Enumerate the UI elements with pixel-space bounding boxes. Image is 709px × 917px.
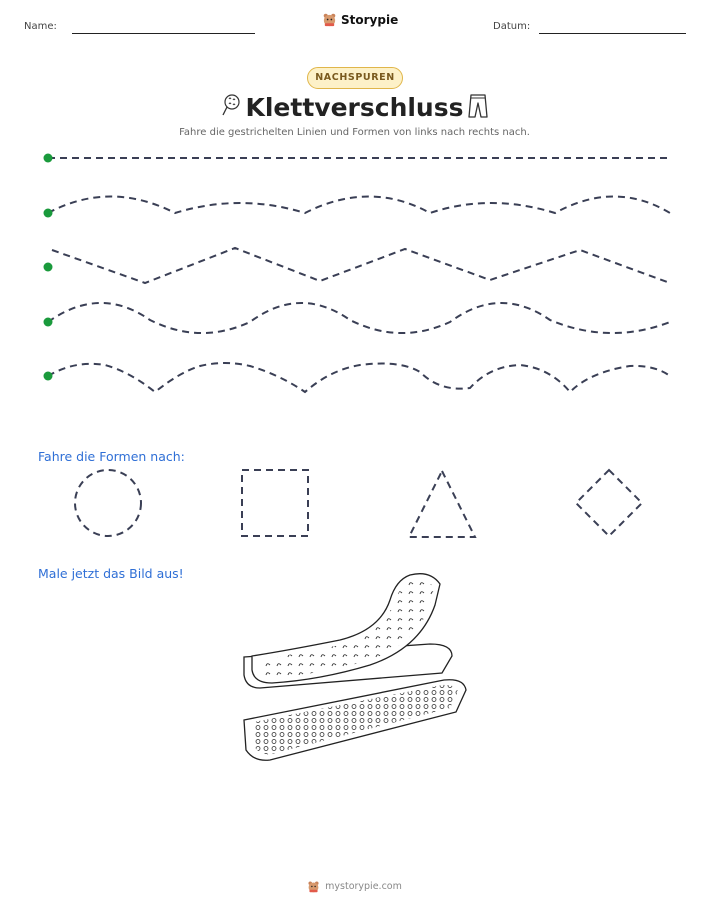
start-dot-5	[44, 372, 53, 381]
start-dot-2	[44, 209, 53, 218]
velcro-coloring-image	[230, 570, 480, 770]
shape-diamond	[576, 470, 642, 536]
shape-circle	[75, 470, 141, 536]
category-badge: NACHSPUREN	[307, 67, 403, 89]
tracing-shapes	[0, 465, 709, 545]
shapes-heading: Fahre die Formen nach:	[38, 449, 185, 464]
date-label: Datum:	[493, 21, 531, 32]
start-dot-1	[44, 154, 53, 163]
shape-square	[242, 470, 308, 536]
brand	[322, 12, 398, 27]
coloring-heading: Male jetzt das Bild aus!	[38, 566, 184, 581]
trace-line-zigzag	[52, 248, 670, 283]
shape-triangle	[409, 471, 475, 537]
start-dot-3	[44, 263, 53, 272]
trace-line-soft-wave	[48, 197, 670, 214]
trace-line-bumps	[48, 363, 670, 392]
name-line[interactable]	[72, 33, 255, 34]
storypie-footer-icon	[307, 880, 320, 893]
instructions: Fahre die gestrichelten Linien und Formen von links nach rechts nach.	[179, 127, 530, 138]
trace-line-wave	[48, 303, 670, 333]
storypie-logo-icon	[322, 12, 337, 27]
date-line[interactable]	[539, 33, 686, 34]
footer-url[interactable]: mystorypie.com	[325, 881, 402, 892]
brand-name: Storypie	[341, 12, 399, 27]
tracing-lines	[0, 140, 709, 400]
footer	[0, 880, 709, 893]
start-dot-4	[44, 318, 53, 327]
trousers-icon	[466, 93, 490, 119]
page-title: Klettverschluss	[245, 93, 464, 122]
name-label: Name:	[24, 21, 57, 32]
